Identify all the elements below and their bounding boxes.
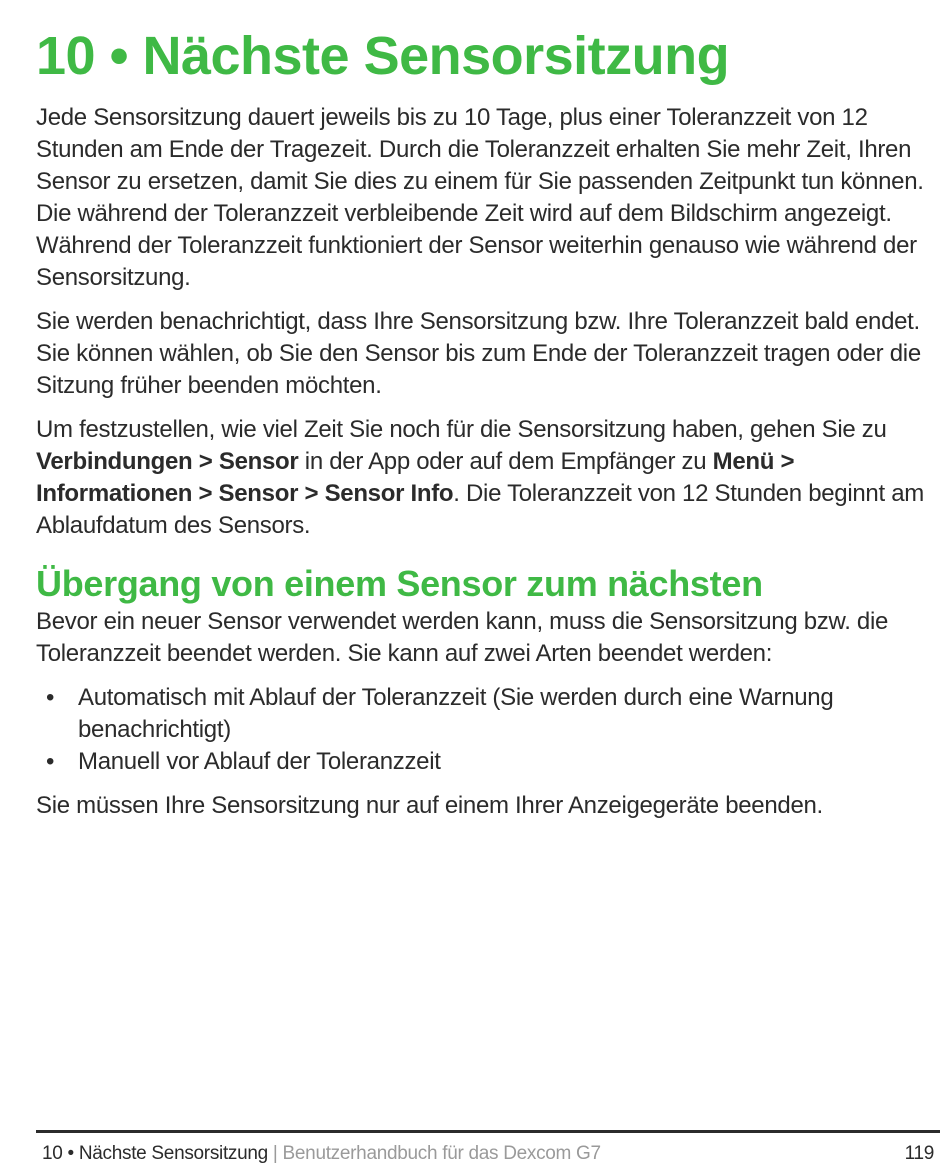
paragraph-text: in der App oder auf dem Empfänger zu: [298, 448, 713, 475]
section-paragraph-2: Sie müssen Ihre Sensorsitzung nur auf einem Ihrer Anzeigegeräte beenden.: [36, 792, 823, 819]
bullet-list: [36, 682, 936, 778]
section-paragraph-1: Bevor ein neuer Sensor verwendet werden kann, muss die Sensorsitzung bzw. die Toleranzzeit beendet werden. Sie kann auf zwei Arten beendet werden:: [36, 608, 889, 667]
page-number: 119: [904, 1143, 934, 1164]
paragraph-text: . Die Toleranzzeit von 12 Stunden beginnt am Ablaufdatum des Sensors.: [36, 480, 924, 539]
list-item: [36, 682, 936, 746]
footer-label: [42, 1142, 601, 1166]
intro-paragraph-1: Jede Sensorsitzung dauert jeweils bis zu 10 Tage, plus einer Toleranzzeit von 12 Stunden am Ende der Tragezeit. Durch die Toleranzzeit erhalten Sie mehr Zeit, Ihren Sensor zu ersetzen, damit Sie dies zu einem für Sie passenden Zeitpunkt tun können. Die während der Toleranzzeit verbleibende Zeit wird auf dem Bildschirm angezeigt. Während der Toleranzzeit funktioniert der Sensor weiterhin genauso wie während der Sensorsitzung.: [36, 104, 924, 291]
intro-paragraph-2: Sie werden benachrichtigt, dass Ihre Sensorsitzung bzw. Ihre Toleranzzeit bald endet. Sie können wählen, ob Sie den Sensor bis zum Ende der Toleranzzeit tragen oder die Sitzung früher beenden möchten.: [36, 308, 921, 399]
list-item-text: Automatisch mit Ablauf der Toleranzzeit (Sie werden durch eine Warnung benachrichtigt): [78, 684, 834, 743]
footer-separator: |: [267, 1143, 283, 1164]
page-content: [36, 24, 936, 822]
page-title: 10 • Nächste Sensorsitzung: [36, 26, 730, 86]
bullet-icon: •: [46, 684, 55, 711]
list-item-text: Manuell vor Ablauf der Toleranzzeit: [78, 748, 441, 775]
bullet-icon: •: [46, 748, 55, 775]
footer-manual-title: Benutzerhandbuch für das Dexcom G7: [282, 1143, 601, 1164]
menu-path-receiver: Menü > Informationen > Sensor > Sensor Info: [36, 448, 795, 507]
footer-chapter: 10 • Nächste Sensorsitzung: [42, 1143, 268, 1164]
page-footer: [36, 1130, 940, 1164]
intro-paragraph-3: [36, 414, 936, 542]
section-heading: Übergang von einem Sensor zum nächsten: [36, 563, 763, 604]
list-item: [36, 746, 936, 778]
paragraph-text: Um festzustellen, wie viel Zeit Sie noch für die Sensorsitzung haben, gehen Sie zu: [36, 416, 887, 443]
menu-path-app: Verbindungen > Sensor: [36, 448, 299, 475]
